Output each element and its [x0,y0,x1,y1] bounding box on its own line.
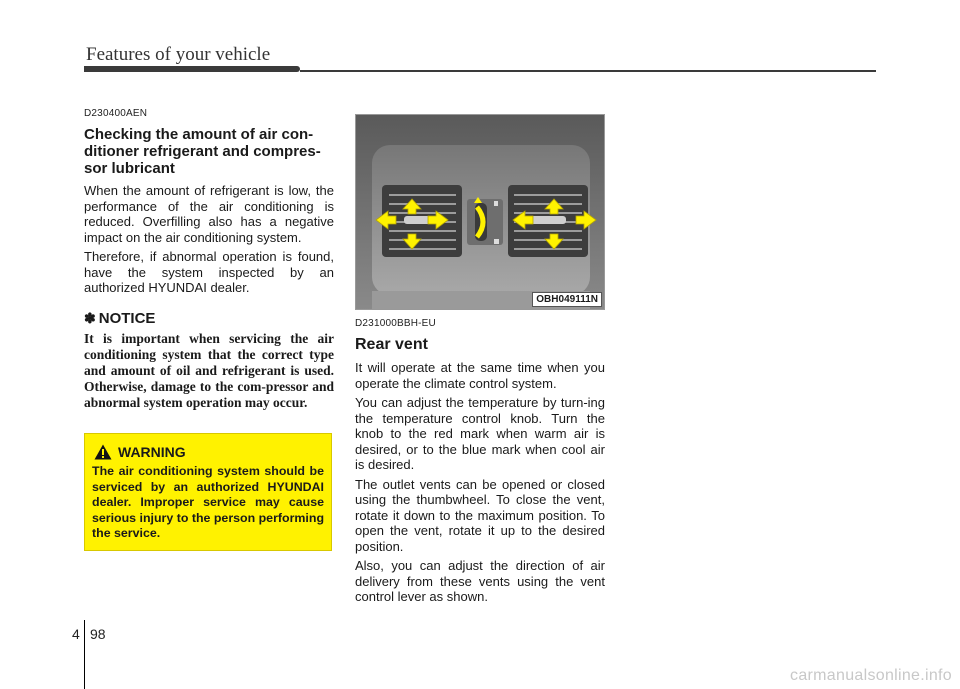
middle-column [355,114,605,609]
notice-title: NOTICE [98,309,156,327]
paragraph: The outlet vents can be opened or closed using the thumbwheel. To close the vent, rotate it down to the maximum position. To open the vent, rotate it up to the desired position. [355,476,605,554]
header-rule-thin [300,70,876,72]
warning-triangle-icon [94,444,112,460]
footer-divider [84,620,85,689]
chapter-number: 4 [72,626,80,642]
paragraph: It will operate at the same time when you operate the climate control system. [355,360,605,391]
paragraph: Also, you can adjust the direction of air delivery from these vents using the vent control lever as shown. [355,558,605,604]
figure-label: OBH049111N [532,292,602,307]
page-header-title: Features of your vehicle [86,44,271,65]
notice-text: It is important when servicing the air conditioning system that the correct type and amount of oil and refrigerant is used. Otherwise, damage to the com-pressor and abnormal system operation may occur. [84,330,334,410]
rear-vent-figure [355,114,605,310]
watermark: carmanualsonline.info [790,667,952,684]
left-column [84,108,334,411]
section-code: D231000BBH-EU [355,318,436,329]
paragraph: You can adjust the temperature by turn-ing the temperature control knob. Turn the knob to the red mark when warm air is desired, or to the blue mark when cool air is desired. [355,395,605,472]
page-number: 98 [90,626,106,642]
section-heading: Rear vent [355,336,428,353]
thumbwheel-control [467,197,503,245]
warning-heading [94,444,324,460]
warning-box [84,433,332,551]
warning-title: WARNING [118,444,186,460]
warning-text: The air conditioning system should be serviced by an authorized HYUNDAI dealer. Improper service may cause serious injury to the person performing the service. [92,464,325,540]
notice-heading [84,310,334,327]
rear-vent-illustration [356,115,605,310]
notice-icon: ✽ [84,309,96,326]
paragraph: When the amount of refrigerant is low, the performance of the air conditioning is reduced. Overfilling also has a negative impact on the air conditioning system. [84,183,334,245]
header-rule-thick [84,66,300,72]
section-code: D230400AEN [84,108,148,119]
section-heading: Checking the amount of air con-ditioner refrigerant and compres-sor lubricant [84,126,321,177]
paragraph: Therefore, if abnormal operation is found, have the system inspected by an authorized HYUNDAI dealer. [84,249,334,295]
